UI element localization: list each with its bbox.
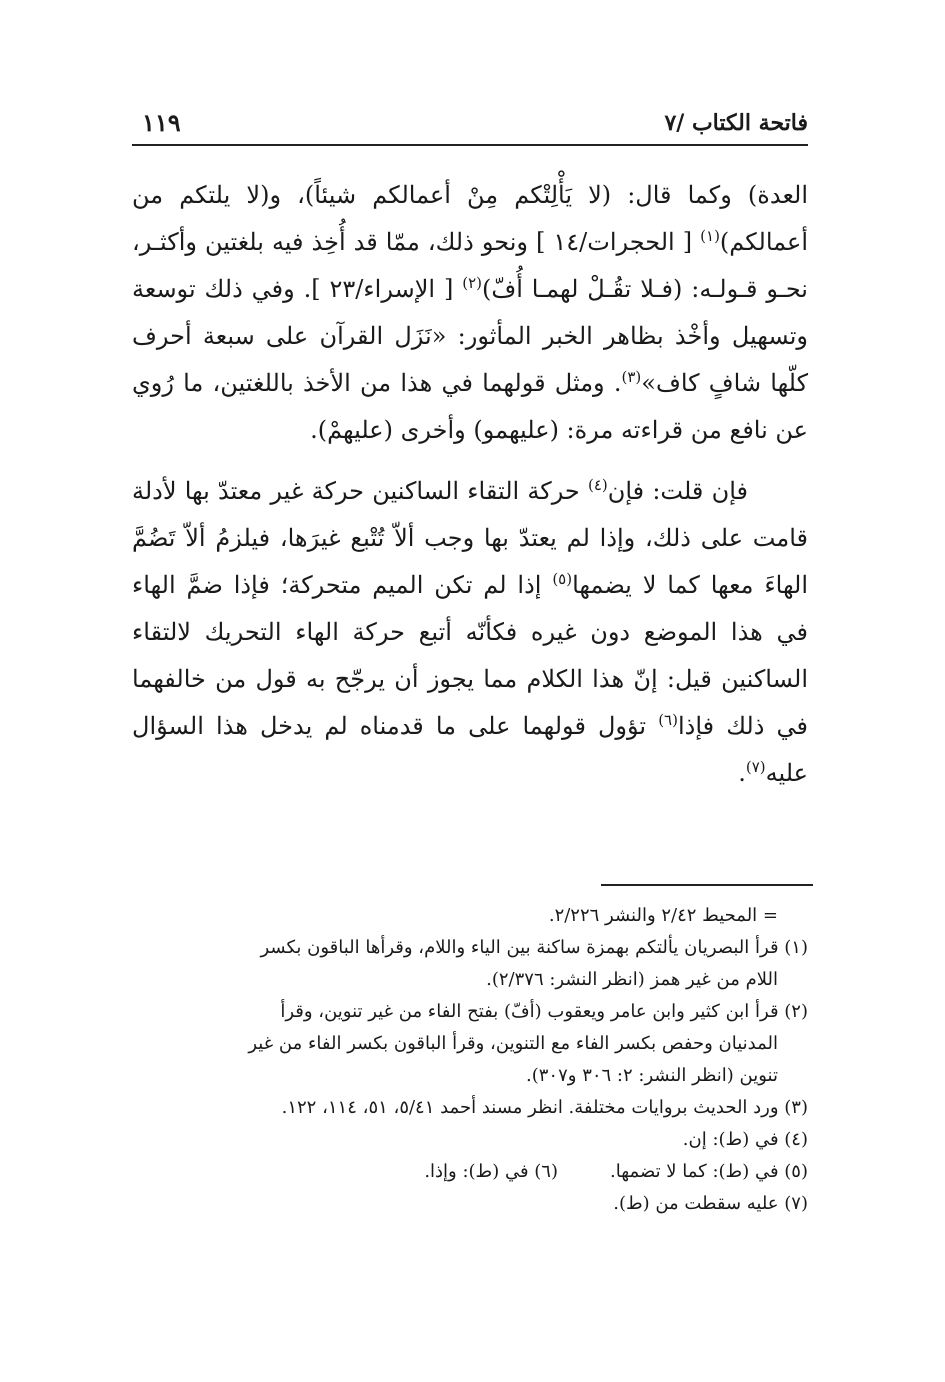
footnote-rule bbox=[601, 884, 813, 886]
footnote-5: (٥) في (ط): كما لا تضمها. bbox=[610, 1161, 808, 1182]
paragraph-2-text-d: تؤول قولهما على ما قدمناه لم يدخل هذا السؤال عليه bbox=[132, 712, 808, 787]
footnote-6: (٦) في (ط): وإذا. bbox=[424, 1161, 558, 1182]
footnote-ref-6: (٦) bbox=[658, 711, 678, 729]
paragraph-2-text-b: حركة التقاء الساكنين حركة غير معتدّ بها لأدلة قامت على ذلك، وإذا لم يعتدّ بها وجب ألاّ تُتْبع غيرَها، فيلزمُ ألاّ تَضُمَّ الهاءَ معها كما لا يضمها bbox=[132, 477, 809, 599]
footnote-ref-7: (٧) bbox=[745, 758, 766, 776]
paragraph-1-text-b: [ الحجرات/١٤ ] ونحو ذلك، ممّا قد أُخِذ فيه بلغتين وأكثـر، نحـو قـولـه: (فـلا تقُـلْ لهمـا أُفّ) bbox=[132, 228, 808, 303]
footnote-continuation: = المحيط ٢/٤٢ والنشر ٢/٢٢٦. bbox=[548, 905, 778, 926]
footnotes bbox=[132, 900, 808, 1220]
footnote-2-line-1: (٢) قرأ ابن كثير وابن عامر ويعقوب (أفّ) بفتح الفاء من غير تنوين، وقرأ bbox=[280, 1001, 808, 1022]
footnote-ref-2: (٢) bbox=[462, 274, 482, 292]
footnote-3: (٣) ورد الحديث بروايات مختلفة. انظر مسند أحمد ٥/٤١، ٥١، ١١٤، ١٢٢. bbox=[281, 1097, 808, 1118]
footnote-ref-5: (٥) bbox=[552, 570, 573, 588]
footnote-7: (٧) عليه سقطت من (ط). bbox=[613, 1193, 808, 1214]
paragraph-1 bbox=[132, 172, 808, 454]
main-text bbox=[132, 172, 808, 797]
page-number: ١١٩ bbox=[142, 108, 181, 137]
footnote-ref-3: (٣) bbox=[621, 368, 642, 386]
paragraph-2 bbox=[132, 468, 808, 797]
footnote-ref-4: (٤) bbox=[587, 476, 608, 494]
footnote-2-line-3: تنوين (انظر النشر: ٢: ٣٠٦ و٣٠٧). bbox=[526, 1065, 778, 1086]
paragraph-2-text-e: . bbox=[738, 759, 746, 787]
footnote-1-line-1: (١) قرأ البصريان يألتكم بهمزة ساكنة بين الياء واللام، وقرأها الباقون بكسر bbox=[260, 937, 808, 958]
running-title: فاتحة الكتاب /٧ bbox=[664, 110, 808, 136]
footnote-4: (٤) في (ط): إن. bbox=[682, 1129, 808, 1150]
footnote-1-line-2: اللام من غير همز (انظر النشر: ٢/٣٧٦). bbox=[486, 969, 778, 990]
paragraph-1-text-c: [ الإسراء/٢٣ ]. وفي ذلك توسعة وتسهيل وأخْذ بظاهر الخبر المأثور: «نَزَل القرآن على سبعة أحرف كلّها شافٍ كاف» bbox=[132, 275, 809, 397]
paragraph-2-text-c: إذا لم تكن الميم متحركة؛ فإذا ضمَّ الهاء في هذا الموضع دون غيره فكأنّه أتبع حركة الهاء التحريك لالتقاء الساكنين قيل: إنّ هذا الكلام مما يجوز أن يرجّح به قول من خالفهما في ذلك فإذا bbox=[132, 571, 808, 740]
running-head bbox=[132, 108, 808, 142]
paragraph-1-text-a: العدة) وكما قال: (لا يَأْلِتْكم مِنْ أعمالكم شيئاً)، و(لا يلتكم من أعمالكم) bbox=[132, 181, 808, 256]
header-rule bbox=[132, 144, 808, 146]
paragraph-1-text-d: . ومثل قولهما في هذا من الأخذ باللغتين، ما رُوي عن نافع من قراءته مرة: (عليهمو) وأخرى (عليهمْ). bbox=[132, 369, 808, 444]
footnote-row-5-6 bbox=[132, 1156, 808, 1188]
footnote-ref-1: (١) bbox=[700, 227, 720, 245]
paragraph-2-text-a: فإن قلت: فإن bbox=[607, 477, 748, 505]
footnote-2-line-2: المدنيان وحفص بكسر الفاء مع التنوين، وقرأ الباقون بكسر الفاء من غير bbox=[248, 1033, 778, 1054]
